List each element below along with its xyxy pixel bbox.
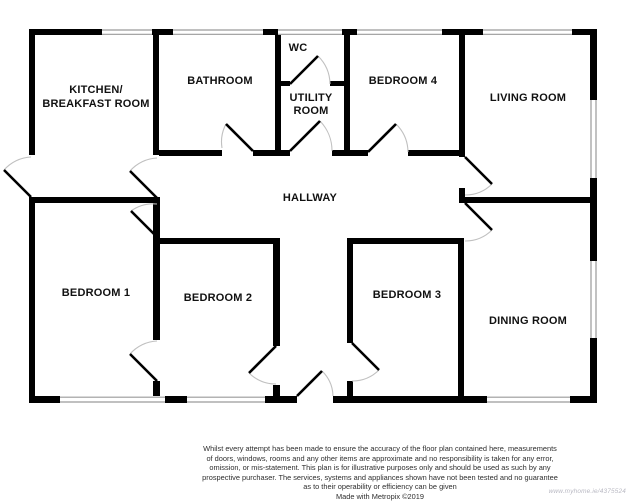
disclaimer-line: Whilst every attempt has been made to ensure the accuracy of the floor plan contained here, measurements: [203, 444, 557, 453]
room-label-bedroom2: BEDROOM 2: [183, 292, 253, 304]
room-label-kitchen-line1: KITCHEN/: [69, 84, 123, 96]
room-label-dining-room: DINING ROOM: [489, 315, 567, 327]
room-label-living-room: LIVING ROOM: [489, 92, 567, 104]
room-label-utility-line2: ROOM: [293, 105, 329, 117]
room-label-kitchen-line2: BREAKFAST ROOM: [42, 98, 150, 110]
room-label-utility-line1: UTILITY: [289, 92, 333, 104]
room-labels: [42, 42, 567, 327]
disclaimer-text: [180, 444, 580, 501]
room-label-bedroom1: BEDROOM 1: [61, 287, 131, 299]
room-label-hallway: HALLWAY: [282, 192, 338, 204]
room-label-bathroom: BATHROOM: [187, 75, 253, 87]
disclaimer-made-with: Made with Metropix ©2019: [335, 491, 425, 501]
watermark-url: www.myhome.ie/4375524: [548, 488, 626, 495]
windows: [60, 30, 596, 402]
room-label-wc: WC: [288, 42, 308, 54]
disclaimer-line: as to their operability or efficiency can be given: [303, 482, 457, 492]
disclaimer-line: prospective purchaser. The services, systems and appliances shown have not been tested and no guarantee: [202, 472, 558, 482]
room-label-bedroom3: BEDROOM 3: [372, 289, 442, 301]
disclaimer-line: omission, or mis-statement. This plan is for illustrative purposes only and should be used as such by any: [209, 463, 551, 473]
room-label-bedroom4: BEDROOM 4: [368, 75, 438, 87]
disclaimer-line: of doors, windows, rooms and any other items are approximate and no responsibility is taken for any error,: [206, 453, 554, 463]
